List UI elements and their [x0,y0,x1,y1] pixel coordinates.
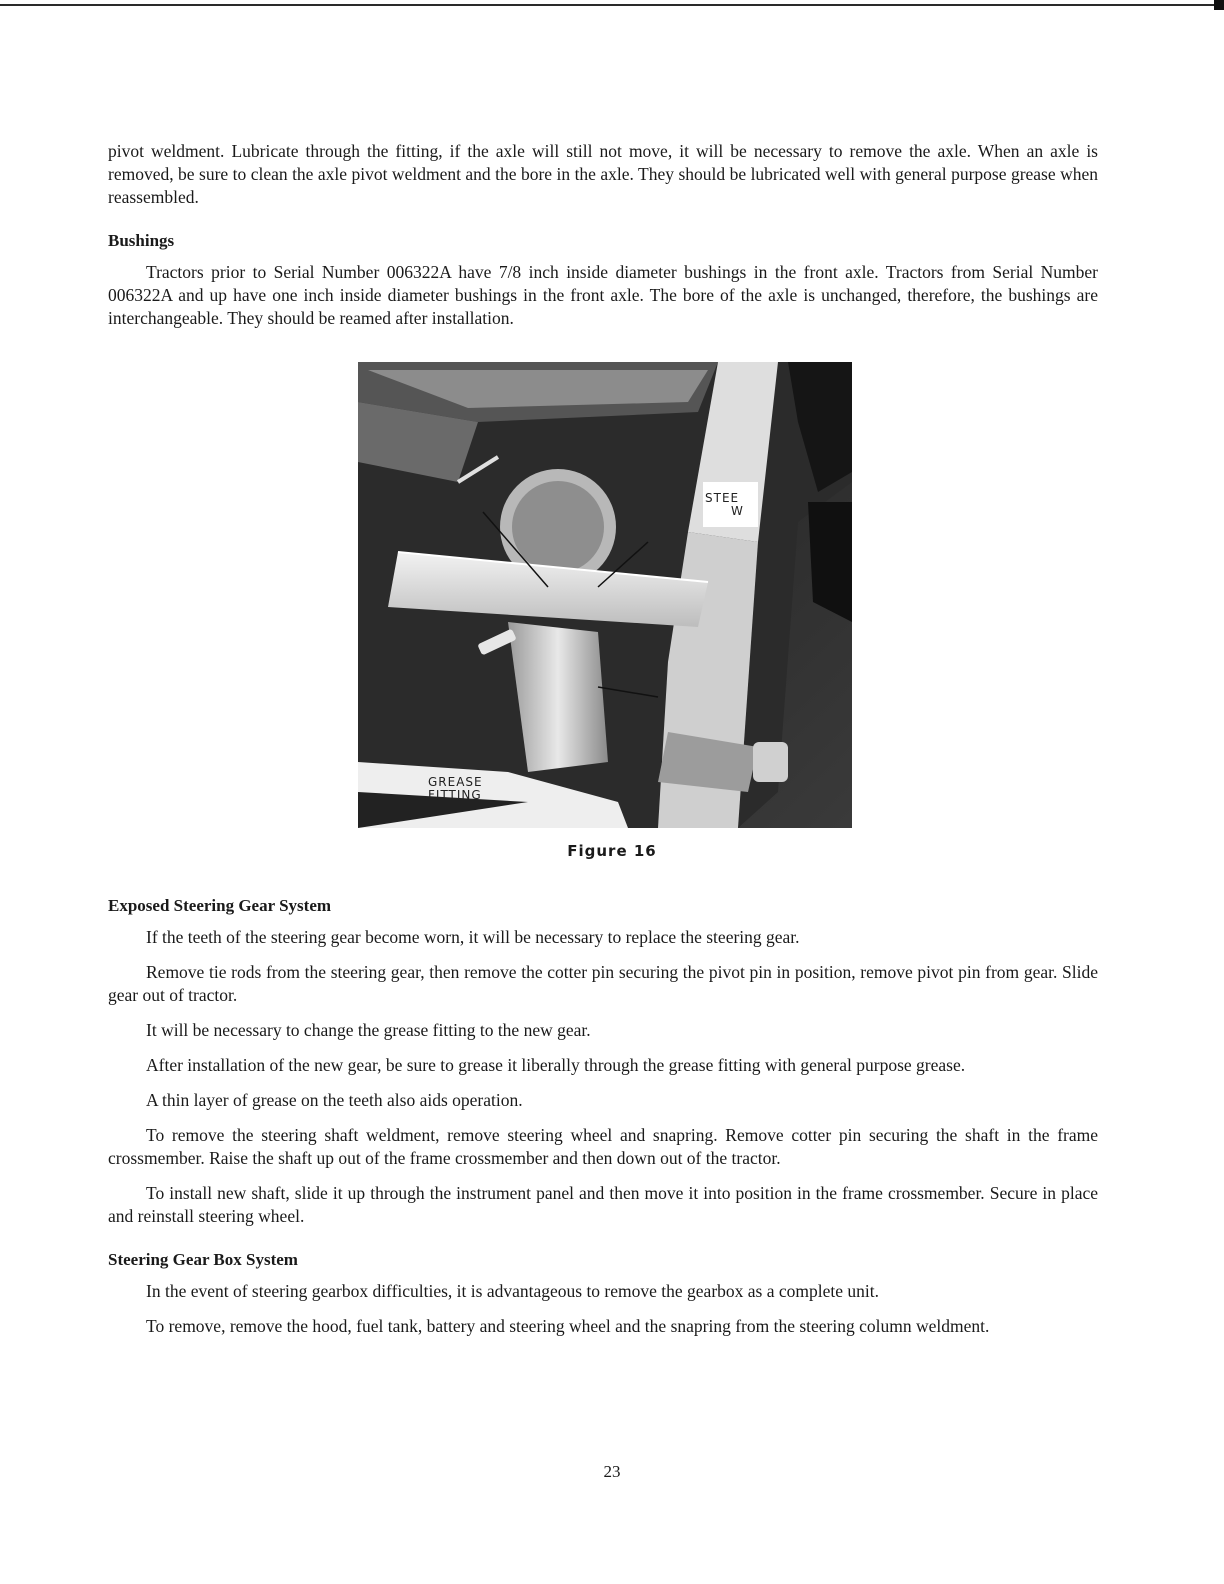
exposed-steering-section [108,896,1098,1338]
figure-16-photo [358,362,852,828]
exposed-paragraph: If the teeth of the steering gear become worn, it will be necessary to replace the steering gear. [146,927,800,947]
label-steer-line2: W [731,504,744,518]
label-grease-line2: FITTING [428,788,482,802]
exposed-paragraph: After installation of the new gear, be sure to grease it liberally through the grease fitting with general purpose grease. [146,1055,966,1075]
exposed-paragraph: To remove the steering shaft weldment, remove steering wheel and snapring. Remove cotter pin securing the shaft in the frame crossmember. Raise the shaft up out of the frame crossmember and then down out of the tractor. [108,1125,1098,1168]
gearbox-paragraph: To remove, remove the hood, fuel tank, battery and steering wheel and the snapring from the steering column weldment. [146,1316,990,1336]
page-number: 23 [603,1462,621,1481]
exposed-paragraph: To install new shaft, slide it up through the instrument panel and then move it into position in the frame crossmember. Secure in place and reinstall steering wheel. [108,1183,1098,1226]
label-grease-line1: GREASE [428,775,483,789]
exposed-paragraph: Remove tie rods from the steering gear, then remove the cotter pin securing the pivot pin in position, remove pivot pin from gear. Slide gear out of tractor. [108,962,1098,1005]
exposed-paragraph: It will be necessary to change the grease fitting to the new gear. [146,1020,591,1040]
heading-exposed-steering: Exposed Steering Gear System [108,896,332,915]
top-corner-mark [1214,0,1224,10]
top-scan-edge [0,4,1224,6]
label-steer-line1: STEE [705,491,740,505]
gearbox-paragraph: In the event of steering gearbox difficulties, it is advantageous to remove the gearbox as a complete unit. [146,1281,879,1301]
steering-gear-photo-illustration [358,362,852,828]
label-steering-wheel-partial [705,492,744,518]
label-grease-fitting [428,776,483,802]
intro-paragraph: pivot weldment. Lubricate through the fitting, if the axle will still not move, it will be necessary to remove the axle. When an axle is removed, be sure to clean the axle pivot weldment and the bore in the axle. They should be lubricated well with general purpose grease when reassembled. [108,141,1098,207]
exposed-paragraph: A thin layer of grease on the teeth also aids operation. [146,1090,523,1110]
upper-text [108,140,1098,330]
figure-caption: Figure 16 [567,842,657,860]
heading-gearbox: Steering Gear Box System [108,1250,298,1269]
heading-bushings: Bushings [108,231,175,250]
bushings-paragraph: Tractors prior to Serial Number 006322A have 7/8 inch inside diameter bushings in the front axle. Tractors from Serial Number 006322A and up have one inch inside diameter bushings in the front axle. The bore of the axle is unchanged, therefore, the bushings are interchangeable. They should be reamed after installation. [108,262,1098,328]
